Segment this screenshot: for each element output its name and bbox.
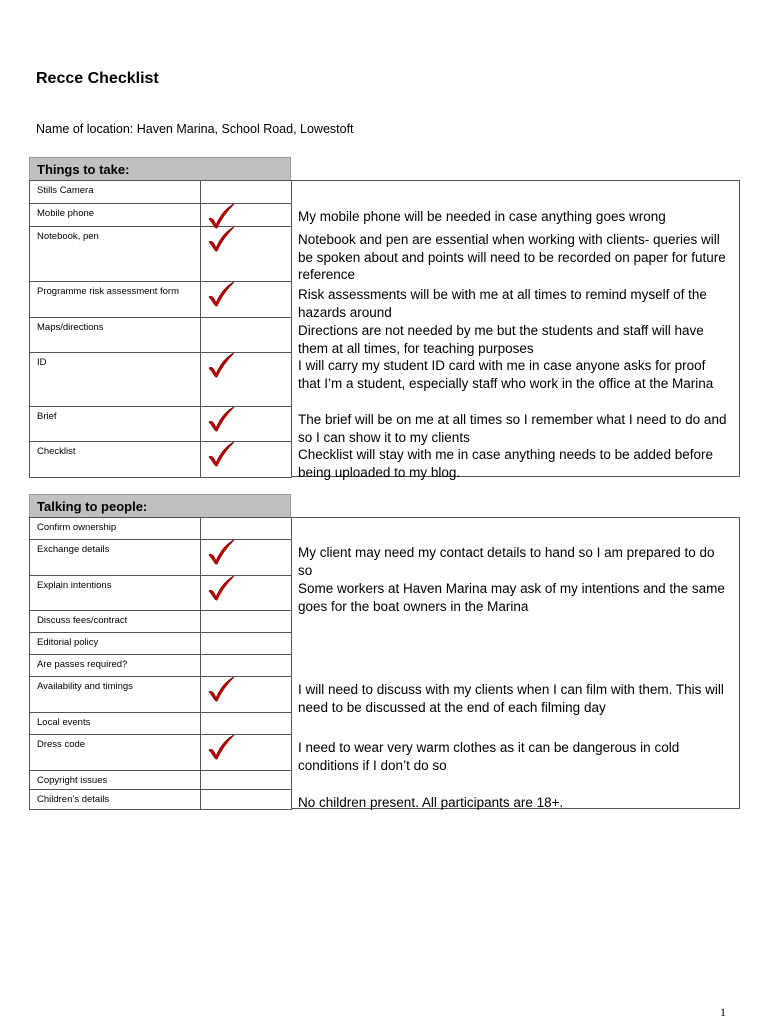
check-cell [201,407,292,441]
item-note: Notebook and pen are essential when working with clients- queries will be spoken about and points will need to be recorded on paper for future reference [298,232,726,282]
check-cell [201,633,292,654]
item-note: Directions are not needed by me but the students and staff will have them at all times, for teaching purposes [298,323,704,356]
item-label: ID [30,353,201,406]
red-tick-icon [204,440,238,473]
table-row [30,633,292,655]
red-tick-icon [204,351,238,384]
check-cell [201,790,292,809]
check-cell [201,713,292,734]
table-row [30,442,292,478]
check-cell [201,576,292,610]
red-tick-icon [204,225,238,258]
section-header: Things to take: [29,157,291,181]
red-tick-icon [204,574,238,607]
page-number: 1 [720,1005,726,1019]
section-header: Talking to people: [29,494,291,518]
item-label: Are passes required? [30,655,201,676]
item-note: My mobile phone will be needed in case anything goes wrong [298,209,666,224]
item-note: Risk assessments will be with me at all times to remind myself of the hazards around [298,287,707,320]
table-row [30,611,292,633]
table-row [30,518,292,540]
table-row [30,540,292,576]
item-note: I will need to discuss with my clients when I can film with them. This will need to be discussed at the end of each filming day [298,682,724,715]
check-cell [201,540,292,575]
table-row [30,677,292,713]
check-cell [201,227,292,281]
item-label: Stills Camera [30,181,201,203]
check-cell [201,353,292,406]
item-label: Maps/directions [30,318,201,352]
checklist-table [29,180,292,478]
red-tick-icon [204,538,238,571]
item-label: Notebook, pen [30,227,201,281]
item-note: My client may need my contact details to hand so I am prepared to do so [298,545,715,578]
item-label: Brief [30,407,201,441]
table-row [30,318,292,353]
table-row [30,353,292,407]
red-tick-icon [204,675,238,708]
item-label: Children’s details [30,790,201,809]
item-label: Discuss fees/contract [30,611,201,632]
item-label: Mobile phone [30,204,201,226]
item-label: Availability and timings [30,677,201,712]
item-label: Local events [30,713,201,734]
item-note: Checklist will stay with me in case anything needs to be added before being uploaded to my blog. [298,447,713,480]
location-line: Name of location: Haven Marina, School Road, Lowestoft [36,122,354,136]
check-cell [201,735,292,770]
check-cell [201,204,292,226]
table-row [30,181,292,204]
check-cell [201,518,292,539]
item-label: Explain intentions [30,576,201,610]
item-note: I need to wear very warm clothes as it can be dangerous in cold conditions if I don’t do so [298,740,680,773]
table-row [30,204,292,227]
item-label: Copyright issues [30,771,201,789]
notes-column [291,517,740,809]
table-row [30,735,292,771]
check-cell [201,611,292,632]
table-row [30,713,292,735]
item-label: Editorial policy [30,633,201,654]
check-cell [201,318,292,352]
check-cell [201,442,292,477]
red-tick-icon [204,280,238,313]
item-label: Confirm ownership [30,518,201,539]
item-label: Exchange details [30,540,201,575]
table-row [30,282,292,318]
table-row [30,771,292,790]
check-cell [201,282,292,317]
check-cell [201,181,292,203]
red-tick-icon [204,733,238,766]
notes-column [291,180,740,480]
item-label: Dress code [30,735,201,770]
checklist-table [29,517,292,810]
table-row [30,227,292,282]
item-note: Some workers at Haven Marina may ask of my intentions and the same goes for the boat owners in the Marina [298,581,725,614]
item-note: I will carry my student ID card with me in case anyone asks for proof that I’m a student, especially staff who work in the office at the Marina [298,358,714,391]
item-label: Programme risk assessment form [30,282,201,317]
item-label: Checklist [30,442,201,477]
table-row [30,576,292,611]
table-row [30,407,292,442]
red-tick-icon [204,405,238,438]
document-title: Recce Checklist [36,70,159,87]
item-note: No children present. All participants are 18+. [298,795,564,810]
check-cell [201,677,292,712]
table-row [30,790,292,810]
table-row [30,655,292,677]
check-cell [201,771,292,789]
item-note: The brief will be on me at all times so I remember what I need to do and so I can show it to my clients [298,412,727,445]
check-cell [201,655,292,676]
